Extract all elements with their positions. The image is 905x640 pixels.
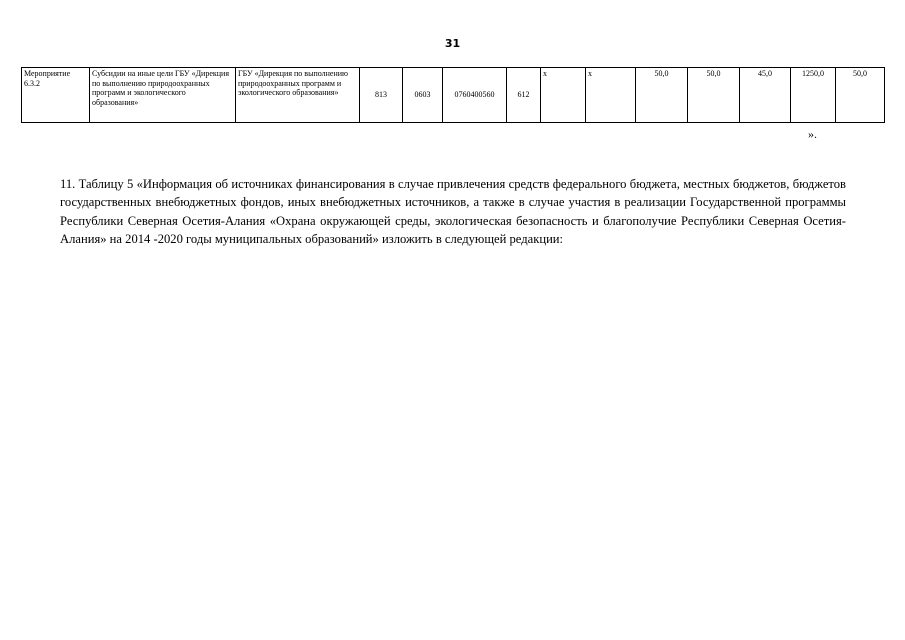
x-cell-1: х	[541, 68, 586, 123]
value-cell-1: 50,0	[636, 68, 688, 123]
csr-cell: 0760400560	[443, 68, 507, 123]
body-paragraph: 11. Таблицу 5 «Информация об источниках финансирования в случае привлечения средств федерального бюджета, местных бюджетов, бюджетов государственных внебюджетных фондов, иных внебюджетных источников, а также в случае участия в реализации Государственной программы Республики Северная Осетия-Алания «Охрана окружающей среды, экологическая безопасность и благополучие Республики Северная Осетия-Алания» на 2014 -2020 годы муниципальных образований» изложить в следующей редакции:	[60, 177, 846, 246]
rzpr-cell: 0603	[403, 68, 443, 123]
value-cell-5: 50,0	[836, 68, 885, 123]
grbs-cell: 813	[360, 68, 403, 123]
closing-quote: ».	[808, 127, 817, 141]
x-cell-2: х	[586, 68, 636, 123]
table-row	[22, 68, 885, 123]
executor-cell: ГБУ «Дирекция по выполнению природоохранных программ и экологического образования»	[236, 68, 360, 123]
page-number: 31	[444, 37, 461, 50]
value-cell-3: 45,0	[740, 68, 791, 123]
activity-cell: Мероприятие 6.3.2	[22, 68, 90, 123]
vr-cell: 612	[507, 68, 541, 123]
budget-table	[21, 67, 885, 123]
description-cell: Субсидии на иные цели ГБУ «Дирекция по выполнению природоохранных программ и экологического образования»	[90, 68, 236, 123]
value-cell-4: 1250,0	[791, 68, 836, 123]
value-cell-2: 50,0	[688, 68, 740, 123]
